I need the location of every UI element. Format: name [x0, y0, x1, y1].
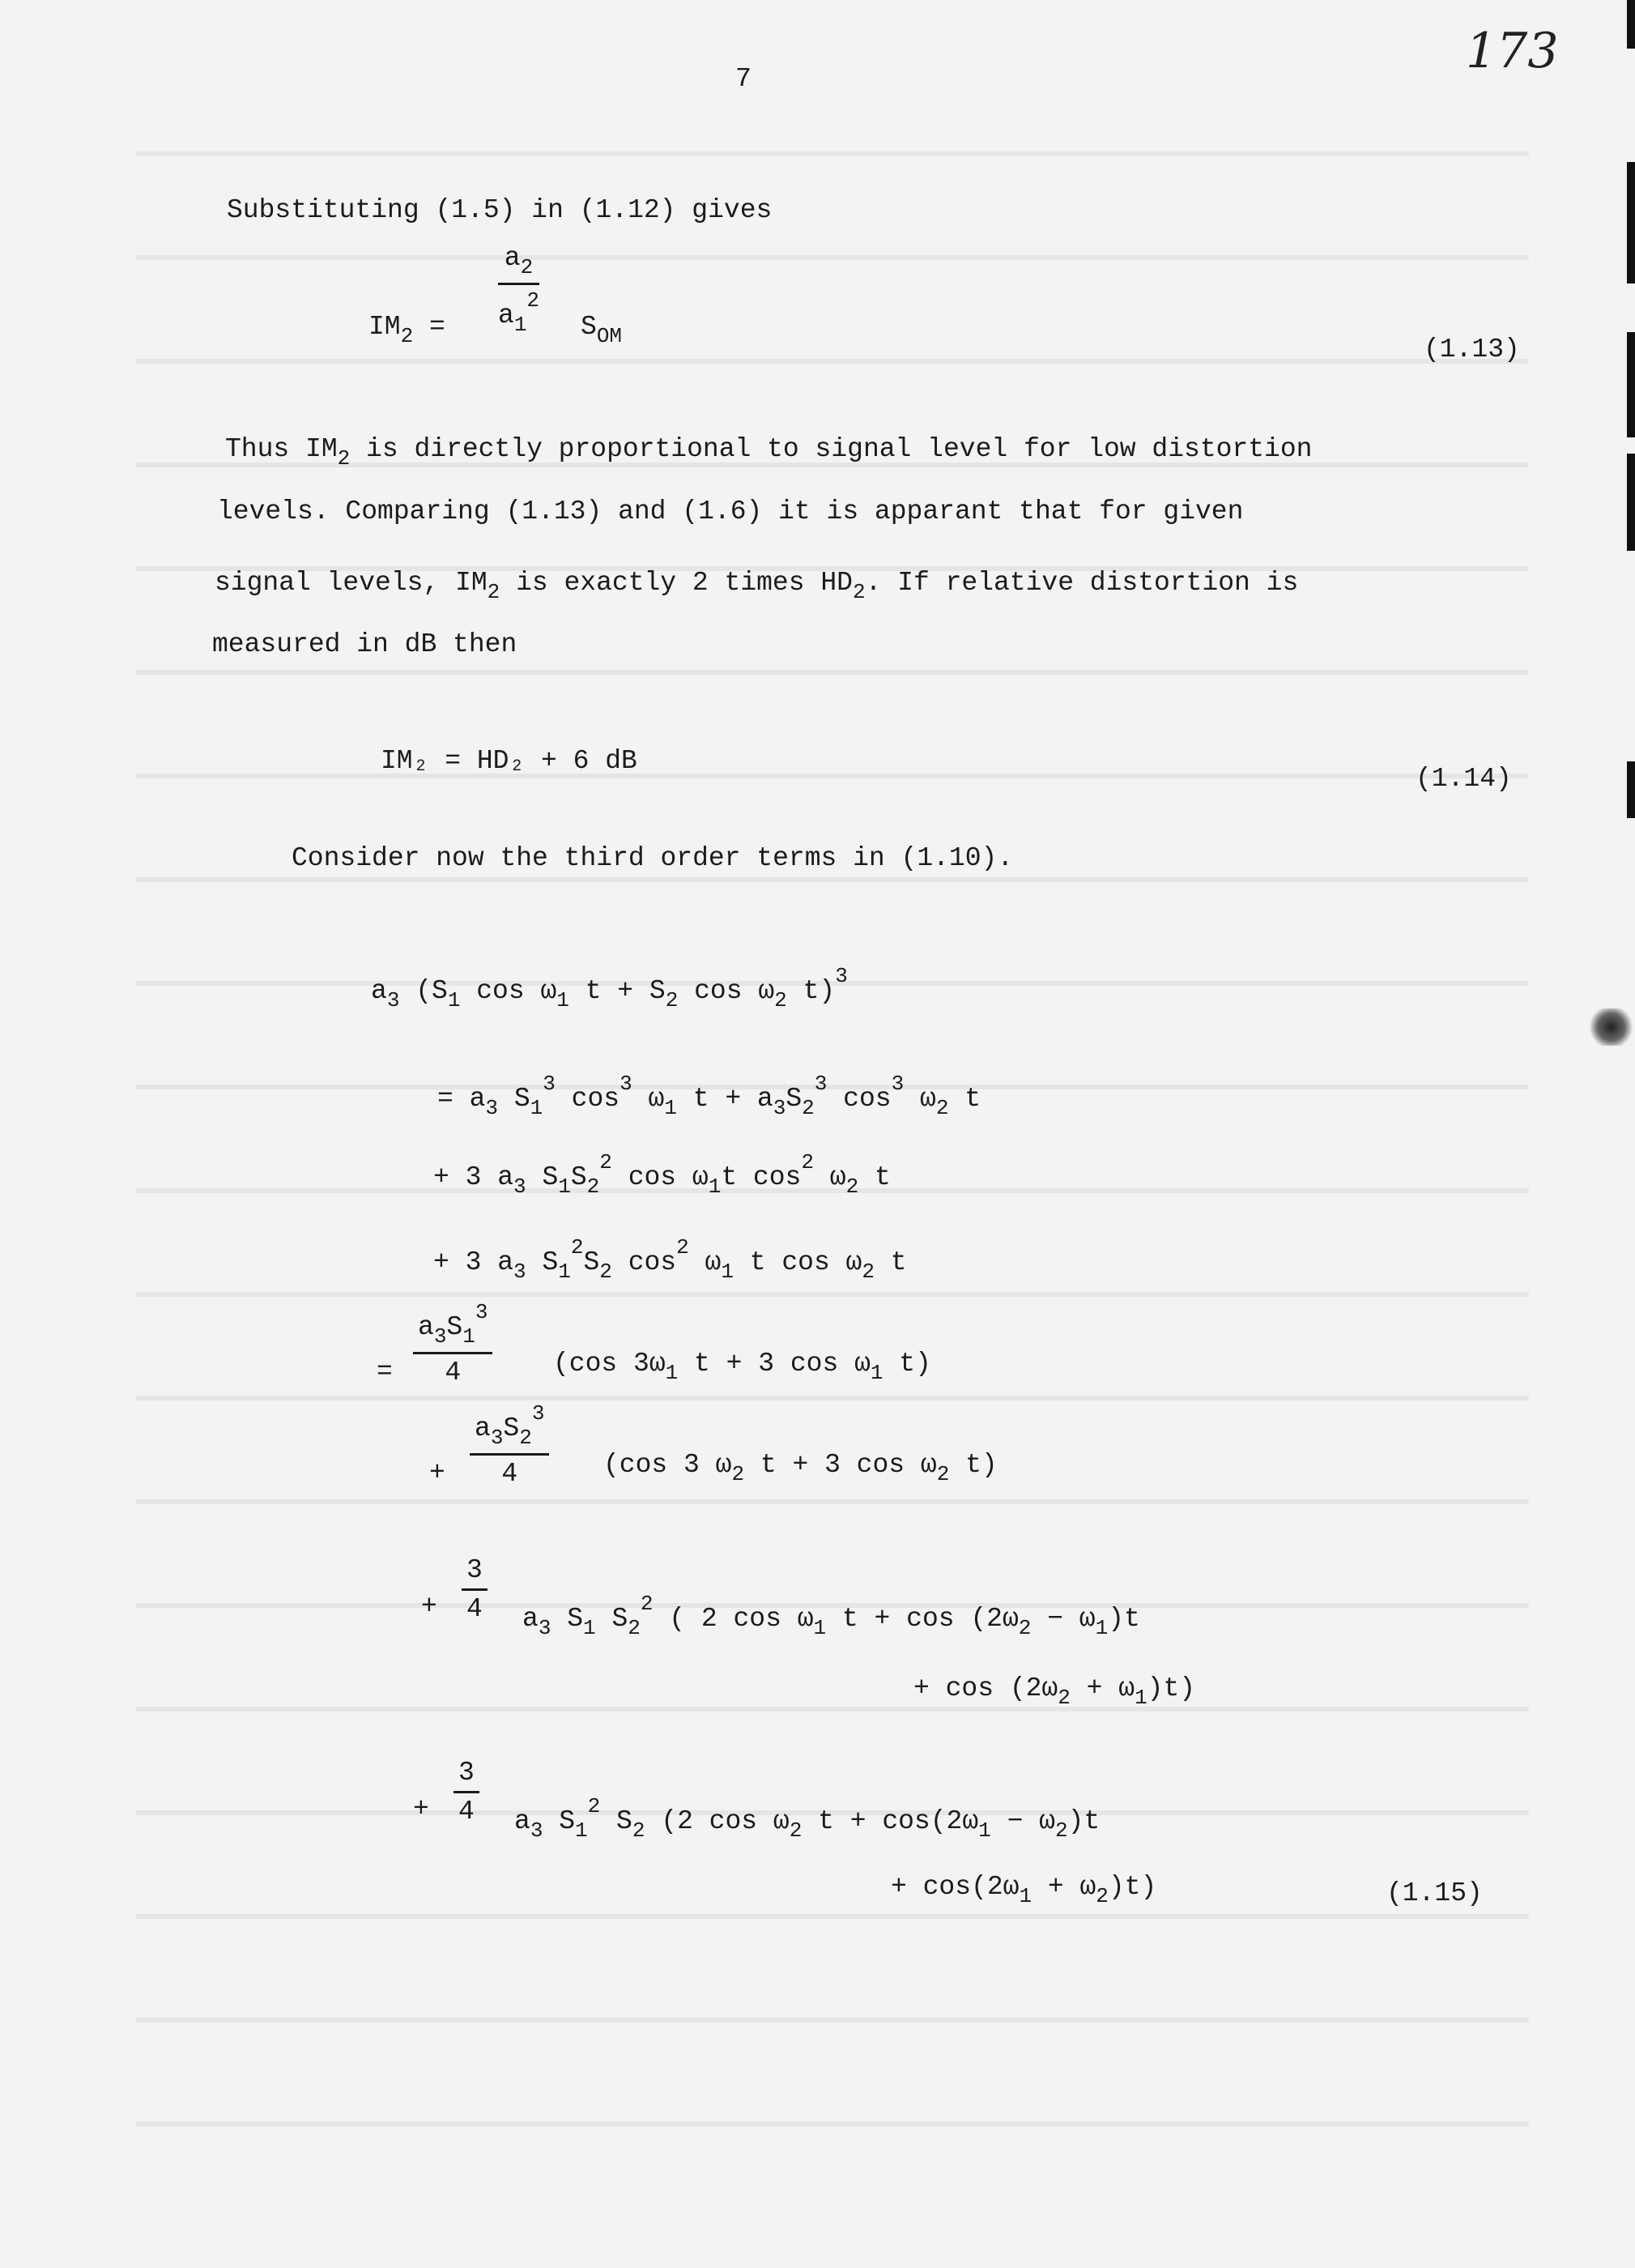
text-substituting: Substituting (1.5) in (1.12) gives	[227, 195, 773, 225]
equation-label-1-13: (1.13)	[1424, 335, 1520, 364]
text-levels: levels. Comparing (1.13) and (1.6) it is apparant that for given	[217, 497, 1244, 526]
scan-edge	[1627, 0, 1635, 49]
equation-label-1-14: (1.14)	[1416, 764, 1512, 794]
show-through-text	[138, 77, 1531, 2183]
handwritten-page-mark: 173	[1466, 23, 1559, 79]
text-signal-levels: signal levels, $IM_2$ is exactly 2 times $HD_2$. If relative distortion is	[215, 568, 1299, 604]
scan-edge	[1627, 332, 1635, 437]
text-measured: measured in dB then	[212, 629, 517, 659]
equation-1-13: $IM_2$ = $a_2$ $a_1^2$ $S_{OM}$	[368, 243, 623, 348]
text-thus: Thus $IM_2$ is directly proportional to signal level for low distortion	[225, 434, 1313, 471]
scan-edge	[1627, 761, 1635, 818]
text-consider: Consider now the third order terms in (1.10).	[292, 843, 1014, 873]
document-page: 173 7 Substituting (1.5) in (1.12) gives $IM_2$ = $a_2$ $a_1^2$ $S_{OM}$ (1.13) Thus $IM_2$ is directly proportional to signal level for low distortion levels. Comparing (1.13) and (1.6) it is apparant that for given signal levels, $IM_2$ is exactly 2 times $HD_2$. If relative distortion is measured in dB then IM₂ = HD₂ + 6 dB (1.14) Consider now the third order terms in (1.10). $a_3$ ($S_1$ $\cos \omega_1$ $t + S_2$ $\cos \omega_2$ t)$^3$ = $a_3$ $S_1^3$ $\cos^3 \omega_1$ $t + a_3S_2^3$ $\cos^3 \omega_2$ t + 3 $a_3$ $S_1S_2^2$ $\cos \omega_1t$ $\cos^2 \omega_2$ t + 3 $a_3$ $S_1^2S_2$ $\cos^2 \omega_1$ t $\cos \omega_2$ t = $a_3S_1^3$ 4 (cos $3\omega_1$ t + 3 $\cos \omega_1$ t) + $a_3S_2^3$ 4 (cos 3 $\omega_2$ t + 3 $\cos \omega_2$ t) + 3 4 $a_3$ $S_1$ $S_2^2$ ( 2 $\cos \omega_1$ $t + \cos (2\omega_2 - \omega_1)t$ + $\cos (2\omega_2 + \omega_1)t$) + 3 4 $a_3$ $S_1^2$ $S_2$ (2 $\cos \omega_2$ $t + \cos(2\omega_1 - \omega_2)t$ + $\cos(2\omega_1 + \omega_2)t$) (1.15)	[0, 0, 1635, 2268]
ink-blot	[1587, 1008, 1635, 1046]
equation-1-14: IM₂ = HD₂ + 6 dB	[381, 746, 637, 776]
equation-label-1-15: (1.15)	[1386, 1878, 1483, 1908]
scan-edge	[1627, 454, 1635, 551]
scan-edge	[1627, 162, 1635, 284]
page-number: 7	[735, 64, 752, 94]
